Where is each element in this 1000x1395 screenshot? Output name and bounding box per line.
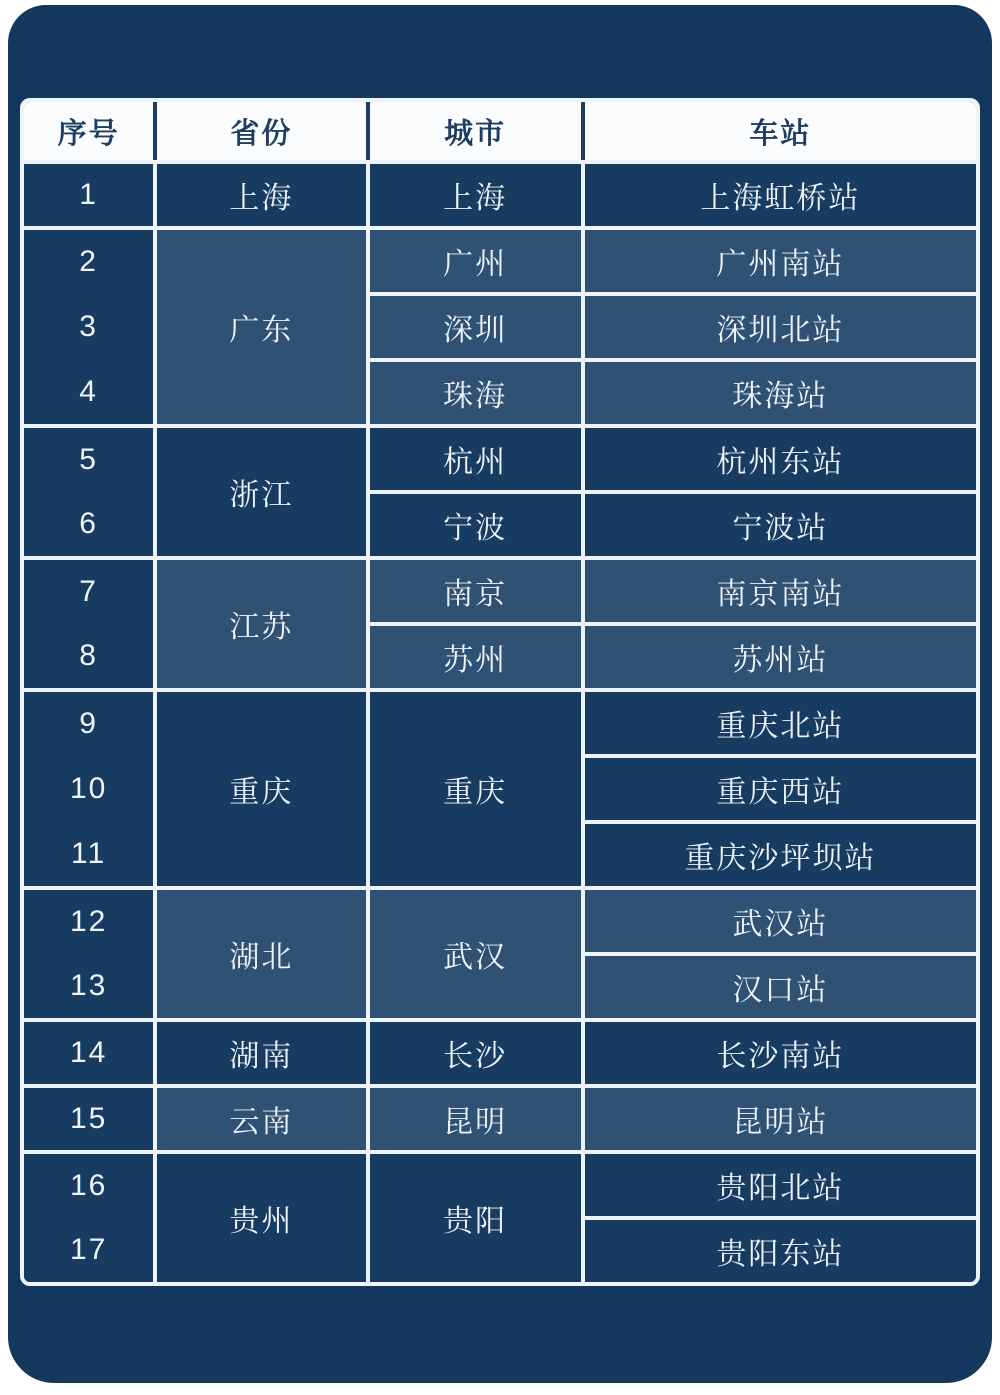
station-cell: 宁波站 [585,490,976,556]
seq-cell [24,886,157,1018]
seq-number: 4 [79,374,98,408]
province-cell: 云南 [157,1084,369,1150]
seq-number: 15 [69,1102,108,1135]
seq-number: 14 [69,1036,108,1069]
station-cell: 重庆西站 [585,754,976,820]
seq-number-stack [24,1022,153,1084]
table-row [24,886,976,952]
province-cell: 贵州 [157,1150,369,1282]
seq-number: 7 [79,575,98,608]
column-header: 省份 [157,102,369,160]
province-cell: 广东 [157,226,369,424]
station-cell: 昆明站 [585,1084,976,1150]
table-body [24,160,976,1282]
table-row [24,226,976,292]
station-cell: 上海虹桥站 [585,160,976,226]
city-cell: 广州 [370,226,585,292]
column-header: 序号 [24,102,157,160]
province-cell: 浙江 [157,424,369,556]
seq-number-stack [24,1154,153,1282]
city-cell: 贵阳 [370,1150,585,1282]
table-row [24,688,976,754]
seq-cell [24,1084,157,1150]
seq-cell [24,424,157,556]
seq-number-stack [24,890,153,1018]
station-table-wrapper [20,98,980,1286]
station-cell: 苏州站 [585,622,976,688]
seq-number: 9 [79,707,98,741]
city-cell: 上海 [370,160,585,226]
seq-number: 6 [79,507,98,540]
province-cell: 湖南 [157,1018,369,1084]
seq-number: 1 [79,178,98,211]
city-cell: 南京 [370,556,585,622]
province-cell: 江苏 [157,556,369,688]
station-cell: 杭州东站 [585,424,976,490]
station-cell: 重庆北站 [585,688,976,754]
station-table [24,102,976,1282]
station-cell: 贵阳北站 [585,1150,976,1216]
seq-number-stack [24,428,153,556]
seq-cell [24,1018,157,1084]
column-header: 城市 [370,102,585,160]
seq-number: 2 [79,245,98,279]
station-cell: 武汉站 [585,886,976,952]
station-cell: 贵阳东站 [585,1216,976,1282]
table-header-row [24,102,976,160]
seq-number: 10 [69,772,108,805]
city-cell: 苏州 [370,622,585,688]
province-cell: 上海 [157,160,369,226]
table-row [24,1150,976,1216]
seq-number: 13 [69,969,108,1002]
seq-number-stack [24,1088,153,1150]
seq-number-stack [24,230,153,424]
table-row [24,1084,976,1150]
city-cell: 昆明 [370,1084,585,1150]
table-row [24,1018,976,1084]
province-cell: 湖北 [157,886,369,1018]
seq-number: 5 [79,443,98,476]
city-cell: 长沙 [370,1018,585,1084]
seq-cell [24,1150,157,1282]
seq-cell [24,688,157,886]
table-row [24,556,976,622]
seq-number: 8 [79,639,98,672]
column-header: 车站 [585,102,976,160]
header-row [24,102,976,160]
seq-number-stack [24,692,153,886]
city-cell: 重庆 [370,688,585,886]
seq-number: 17 [69,1233,108,1266]
city-cell: 深圳 [370,292,585,358]
seq-cell [24,160,157,226]
station-cell: 重庆沙坪坝站 [585,820,976,886]
card [8,5,992,1383]
station-cell: 长沙南站 [585,1018,976,1084]
seq-cell [24,556,157,688]
seq-number: 11 [71,836,107,870]
seq-number: 16 [69,1169,108,1202]
station-cell: 广州南站 [585,226,976,292]
city-cell: 宁波 [370,490,585,556]
city-cell: 武汉 [370,886,585,1018]
seq-number-stack [24,164,153,226]
station-cell: 珠海站 [585,358,976,424]
seq-number: 3 [79,310,98,343]
seq-cell [24,226,157,424]
table-row [24,160,976,226]
city-cell: 杭州 [370,424,585,490]
station-cell: 汉口站 [585,952,976,1018]
station-cell: 深圳北站 [585,292,976,358]
seq-number: 12 [69,905,108,938]
table-row [24,424,976,490]
city-cell: 珠海 [370,358,585,424]
seq-number-stack [24,560,153,688]
province-cell: 重庆 [157,688,369,886]
station-cell: 南京南站 [585,556,976,622]
